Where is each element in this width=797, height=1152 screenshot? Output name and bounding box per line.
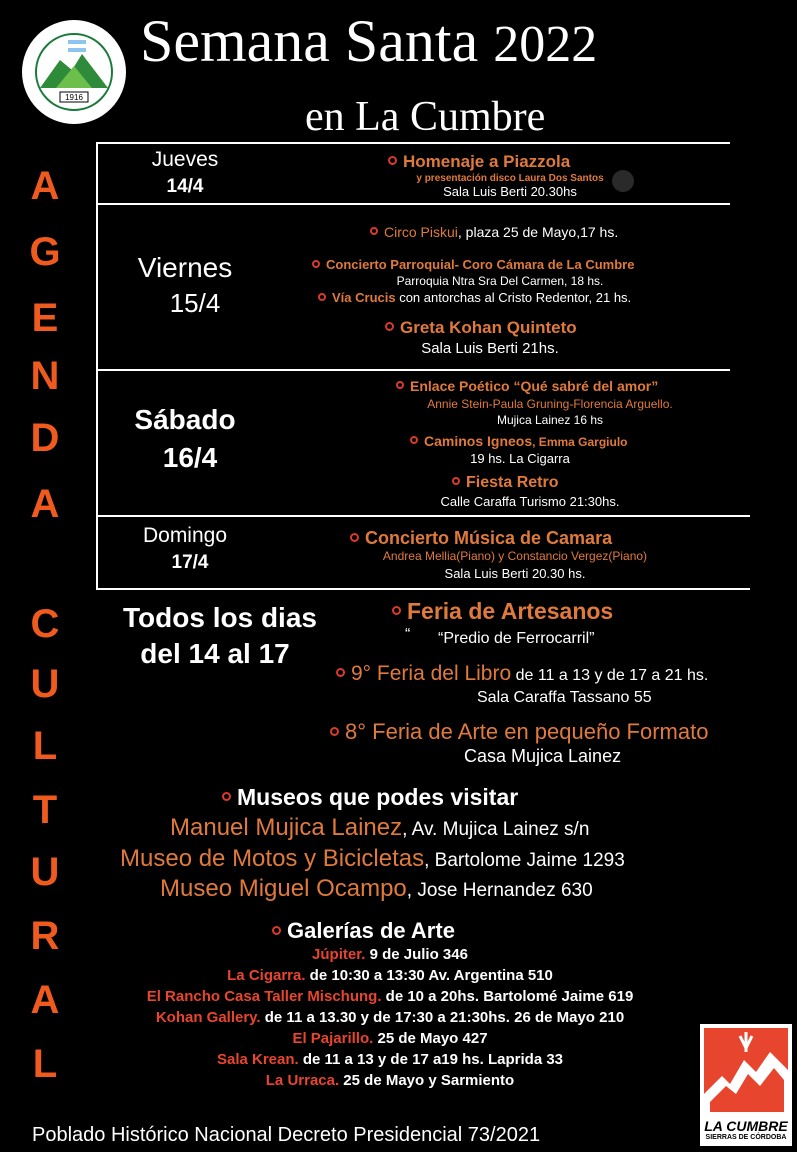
cultural-letter: U bbox=[30, 850, 60, 894]
la-cumbre-logo bbox=[700, 1024, 792, 1146]
todos-line2: del 14 al 17 bbox=[140, 638, 290, 669]
todos-line1: Todos los dias bbox=[123, 602, 317, 633]
event-sub: y presentación disco Laura Dos Santos bbox=[416, 173, 604, 184]
day-date: 15/4 bbox=[169, 288, 221, 318]
day-name: Jueves bbox=[151, 148, 219, 171]
event-title: Concierto Parroquial- Coro Cámara de La Cumbre bbox=[312, 257, 634, 272]
day-date: 14/4 bbox=[166, 176, 204, 197]
museo-item: Museo Miguel Ocampo, Jose Hernandez 630 bbox=[160, 875, 593, 902]
municipal-logo bbox=[20, 18, 128, 126]
galeria-item: La Urraca. 25 de Mayo y Sarmiento bbox=[265, 1072, 515, 1089]
event-place: Sala Luis Berti 20.30hs bbox=[443, 184, 577, 199]
decor-dot bbox=[612, 170, 634, 192]
day-date: 16/4 bbox=[162, 442, 218, 473]
cultural-letter: U bbox=[30, 662, 60, 706]
divider bbox=[96, 369, 730, 371]
agenda-letter: G bbox=[29, 230, 61, 274]
cultural-letter: C bbox=[30, 602, 60, 646]
divider bbox=[96, 515, 750, 517]
event-place: 19 hs. La Cigarra bbox=[470, 451, 570, 466]
title-year: 2022 bbox=[493, 16, 598, 73]
event-title: 8° Feria de Arte en pequeño Formato bbox=[330, 719, 708, 745]
quote-mark: “ bbox=[405, 626, 411, 643]
day-name: Sábado bbox=[134, 404, 236, 435]
event-place: Mujica Lainez 16 hs bbox=[496, 413, 604, 427]
museo-item: Museo de Motos y Bicicletas, Bartolome Jaime 1293 bbox=[120, 845, 625, 872]
event-sub: Annie Stein-Paula Gruning-Florencia Arguello. bbox=[427, 397, 673, 411]
event-place: Casa Mujica Lainez bbox=[464, 746, 622, 766]
day-name: Domingo bbox=[142, 524, 228, 547]
event-place: Sala Luis Berti 21hs. bbox=[421, 340, 559, 357]
event-title: Feria de Artesanos bbox=[392, 598, 613, 625]
cultural-letter: T bbox=[32, 788, 58, 832]
la-cumbre-logo-name: LA CUMBRE bbox=[704, 1118, 788, 1134]
event-place: Sala Luis Berti 20.30 hs. bbox=[444, 566, 586, 581]
event-place: Calle Caraffa Turismo 21:30hs. bbox=[440, 494, 620, 509]
agenda-vertical-divider bbox=[96, 142, 98, 590]
galeria-item: Júpiter. 9 de Julio 346 bbox=[312, 946, 468, 963]
cultural-letter: L bbox=[32, 724, 58, 768]
event-place: “Predio de Ferrocarril” bbox=[438, 630, 595, 647]
event-title: Enlace Poético “Qué sabré del amor” bbox=[396, 378, 658, 394]
agenda-letter: A bbox=[30, 164, 60, 208]
event-title: Greta Kohan Quinteto bbox=[385, 318, 577, 338]
cultural-letter: L bbox=[32, 1042, 58, 1086]
divider bbox=[96, 142, 730, 144]
galeria-item: Sala Krean. de 11 a 13 y de 17 a19 hs. Laprida 33 bbox=[216, 1051, 564, 1068]
galeria-item: La Cigarra. de 10:30 a 13:30 Av. Argentina 510 bbox=[227, 967, 553, 984]
title-main: Semana Santa bbox=[140, 8, 479, 74]
page-title bbox=[140, 6, 597, 80]
event-line: 9° Feria del Libro de 11 a 13 y de 17 a 21 hs. bbox=[336, 662, 708, 686]
divider bbox=[96, 588, 750, 590]
event-title: Homenaje a Piazzola bbox=[388, 152, 570, 172]
museos-heading: Museos que podes visitar bbox=[222, 784, 518, 811]
divider bbox=[96, 203, 730, 205]
event-sub: Andrea Mellia(Piano) y Constancio Vergez(Piano) bbox=[382, 549, 648, 563]
municipal-logo-year: 1916 bbox=[65, 93, 83, 102]
event-title: Concierto Música de Camara bbox=[350, 528, 612, 549]
event-line: Circo Piskui, plaza 25 de Mayo,17 hs. bbox=[370, 224, 618, 240]
event-place: Sala Caraffa Tassano 55 bbox=[477, 689, 652, 706]
agenda-letter: D bbox=[30, 416, 60, 460]
event-line: Vía Crucis con antorchas al Cristo Redentor, 21 hs. bbox=[318, 290, 631, 305]
galeria-item: Kohan Gallery. de 11 a 13.30 y de 17:30 a 21:30hs. 26 de Mayo 210 bbox=[155, 1009, 625, 1026]
event-place: Parroquia Ntra Sra Del Carmen, 18 hs. bbox=[396, 274, 604, 288]
la-cumbre-logo-sub: SIERRAS DE CÓRDOBA bbox=[705, 1134, 787, 1141]
galerias-heading: Galerías de Arte bbox=[272, 918, 455, 944]
cultural-letter: R bbox=[30, 914, 60, 958]
galeria-item: El Pajarillo. 25 de Mayo 427 bbox=[292, 1030, 488, 1047]
cultural-letter: A bbox=[30, 978, 60, 1022]
galeria-item: El Rancho Casa Taller Mischung. de 10 a 20hs. Bartolomé Jaime 619 bbox=[146, 988, 634, 1005]
museo-item: Manuel Mujica Lainez, Av. Mujica Lainez s/n bbox=[170, 814, 590, 841]
agenda-letter: N bbox=[30, 354, 60, 398]
agenda-letter: E bbox=[31, 296, 59, 340]
day-name: Viernes bbox=[137, 252, 233, 283]
day-date: 17/4 bbox=[171, 552, 209, 573]
event-line: Caminos Igneos, Emma Gargiulo bbox=[410, 433, 628, 449]
event-title: Fiesta Retro bbox=[452, 474, 558, 492]
footer-text: Poblado Histórico Nacional Decreto Presidencial 73/2021 bbox=[32, 1124, 541, 1146]
agenda-letter: A bbox=[30, 482, 60, 526]
page-subtitle: en La Cumbre bbox=[305, 94, 546, 140]
